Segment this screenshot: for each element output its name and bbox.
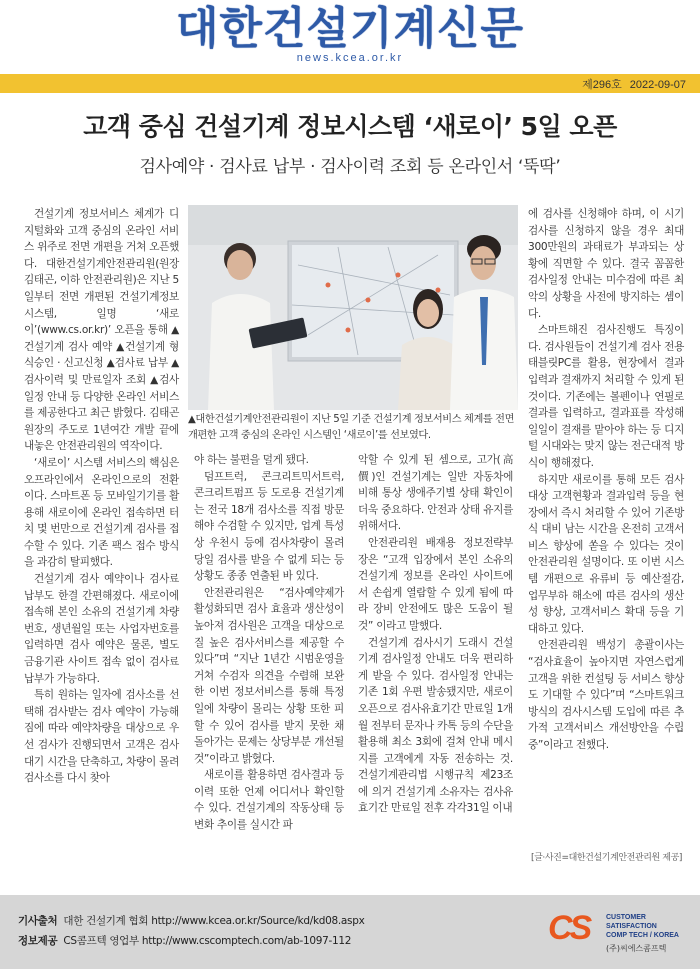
- article-column-2: [194, 452, 344, 834]
- provider-link[interactable]: CS콤프텍 영업부 http://www.cscomptech.com/ab-1097-112: [63, 935, 352, 947]
- article-headline: 고객 중심 건설기계 정보시스템 ‘새로이’ 5일 오픈: [83, 112, 617, 141]
- article-column-3: [358, 452, 513, 817]
- paragraph: ‘새로이’ 시스템 서비스의 핵심은 오프라인에서 온라인으로의 전환이다. 스마트폰 등 모바일기기를 활용해 새로이에 온라인 접속하면 터치 몇 번만으로 건설기계 검사를 접수할 수 있다. 기존 팩스 접수 방식을 과감히 탈피했다.: [24, 456, 179, 569]
- paragraph: 건설기계 검사시기 도래시 건설기계 검사일정 안내도 더욱 편리하게 받을 수 있다. 검사일정 안내는 기존 1회 우편 발송됐지만, 새로이 오픈으로 검사유효기간 만료일 1개월 전부터 문자나 카톡 등의 수단을 활용해 최소 3회에 걸쳐 안내 메시지를 고객에게 자동 전송하는 것. 건설기계관리법 시행규칙 제23조에 의거 건설기계 소유자는 검사유효기간 만료일 전후 각각31일 이내: [358, 636, 513, 815]
- provider-label: 정보제공: [18, 935, 58, 947]
- footer-provider: [18, 933, 351, 948]
- paragraph: 건설기계 검사 예약이나 검사료 납부도 한결 간편해졌다. 새로이에 접속해 본인 소유의 건설기계 차량번호, 생년월일 또는 사업자번호를 입력하면 검사 예약은 물론, 별도 금융기관 사이트 접속 없이 검사료 납부가 가능하다.: [24, 573, 179, 685]
- photo-credit: [글·사진=대한건설기계안전관리원 제공]: [531, 853, 682, 863]
- paragraph: 안전관리원 배재용 정보전략부장은 “고객 입장에서 본인 소유의 건설기계 정보를 온라인 사이트에서 손쉽게 열람할 수 있게 됨에 따라 장비 안전에도 많은 도움이 될 것” 이라고 말했다.: [358, 536, 513, 632]
- issue-bar: [0, 74, 700, 93]
- paragraph: 덤프트럭, 콘크리트믹서트럭, 콘크리트펌프 등 도로용 건설기계는 전국 18개 검사소를 직접 방문해야 수검할 수 있지만, 업계 특성상 우천시 등에 검사차량이 몰려 당일 검사를 받을 수 없게 되는 등 상황도 종종 연출된 바 있다.: [194, 470, 344, 583]
- photo-illustration: [188, 205, 518, 410]
- photo-caption: ▲대한건설기계안전관리원이 지난 5일 기준 건설기계 정보서비스 체계를 전면 개편한 고객 중심의 온라인 시스템인 ‘새로이’를 선보였다.: [188, 414, 515, 441]
- source-label: 기사출처: [18, 915, 58, 927]
- logo-korean-name: (주)씨에스콤프텍: [606, 944, 667, 953]
- article-photo: [188, 205, 518, 410]
- paragraph: 안전관리원은 “검사예약제가 활성화되면 검사 효율과 생산성이 높아져 검사원은 고객을 대상으로 질 높은 검사서비스를 제공할 수 있다”며 “지난 1년간 시범운영을 거쳐 수검자 의견을 수렴해 보완한 이번 정보서비스를 통해 특정일에 차량이 몰리는 상황 또한 피할 수 있어 검사를 받지 못한 채 돌아가는 문제는 상당부분 개선될 것”이라고 밝혔다.: [194, 586, 344, 765]
- footer: [0, 895, 700, 969]
- logo-text: [606, 913, 688, 940]
- paragraph: 안전관리원 백성기 총괄이사는 “검사효율이 높아지면 자연스럽게 고객을 위한 컨설팅 등 서비스 향상도 기대할 수 있다”며 “스마트워크 방식의 검사시스템 도입에 따른 추가적 고객서비스 개선방안을 수립 중”이라고 전했다.: [528, 639, 684, 751]
- footer-source: [18, 913, 364, 928]
- paragraph: 하지만 새로이를 통해 모든 검사대상 고객현황과 결과입력 등을 현장에서 즉시 처리할 수 있어 기존방식 대비 남는 시간을 온전히 고객서비스 향상에 쏟을 수 있다는 것이 안전관리원 설명이다. 또 이번 시스템 개편으로 유류비 등 예산절감, 업무부하 해소에 따른 검사의 생산성 향상, 고객서비스 확대 등을 기대하고 있다.: [528, 473, 684, 635]
- logo-line-2: COMP TECH / KOREA: [606, 932, 679, 939]
- company-logo: [548, 905, 688, 961]
- article-column-1: [24, 206, 179, 787]
- article-subheadline: 검사예약 · 검사료 납부 · 검사이력 조회 등 온라인서 ‘뚝딱’: [139, 157, 561, 177]
- paragraph: 스마트해진 검사진행도 특징이다. 검사원들이 건설기계 검사 전용 태블릿PC를 활용, 현장에서 결과 입력과 결재까지 처리할 수 있게 된 것이다. 기존에는 볼펜이나 연필로 결과를 입력하고, 결과표를 작성해 일일이 결재를 맡아야 하는 등 디지털 시대와는 맞지 않는 전근대적 방식이 행해졌다.: [528, 324, 684, 469]
- issue-number: 제296호: [582, 79, 622, 91]
- paragraph: 에 검사를 신청해야 하며, 이 시기 검사를 신청하지 않을 경우 최대 300만원의 과태료가 부과되는 상황에 직면할 수 있다. 결국 꼼꼼한 검사일정 안내는 미수검에 따른 최악의 상황을 사전에 방지하는 셈이다.: [528, 208, 684, 320]
- newspaper-url[interactable]: news.kcea.or.kr: [296, 52, 404, 64]
- paragraph: 악할 수 있게 된 셈으로, 고가(高價)인 건설기계는 일반 자동차에 비해 통상 생애주기별 상태 확인이 더욱 중요하다. 안전과 상태 유지를 위해서다.: [358, 454, 513, 533]
- logo-line-1: CUSTOMER SATISFACTION: [606, 914, 657, 930]
- source-link[interactable]: 대한 건설기계 협회 http://www.kcea.or.kr/Source/kd/kd08.aspx: [63, 915, 365, 927]
- masthead: [0, 0, 700, 74]
- issue-info: [574, 76, 686, 92]
- paragraph: 건설기계 정보서비스 체계가 디지털화와 고객 중심의 온라인 서비스 위주로 전면 개편을 거쳐 오픈했다. 대한건설기계안전관리원(원장 김태곤, 이하 안전관리원)은 지난 5일부터 전면 개편된 건설기계정보시스템, 일명 ‘새로이’(www.cs.or.kr)’ 오픈을 통해 ▲건설기계 검사 예약 ▲건설기계 형식승인 · 신고신청 ▲검사료 납부 ▲검사이력 및 만료일자 조회 ▲검사일정 안내 등 다양한 온라인 서비스를 제공한다고 최근 밝혔다. 김태곤 원장의 주도로 1년여간 개발 끝에 내놓은 안전관리원의 역작이다.: [24, 208, 179, 453]
- logo-mark: CS: [548, 909, 590, 947]
- paragraph: 야 하는 불편을 덜게 됐다.: [194, 454, 309, 466]
- newspaper-title: 대한건설기계신문: [175, 3, 525, 54]
- paragraph: 새로이를 활용하면 검사결과 등 이력 또한 언제 어디서나 확인할 수 있다. 건설기계의 작동상태 등 변화 추이를 실시간 파: [194, 769, 344, 832]
- issue-date: 2022-09-07: [629, 79, 686, 91]
- article-column-4: [528, 206, 684, 754]
- paragraph: 특히 원하는 일자에 검사소를 선택해 검사받는 검사 예약이 가능해짐에 따라 예약차량을 대상으로 우선 검사가 진행되면서 고객은 검사대기 시간을 단축하고, 차량이 몰려 검사소를 다시 찾아: [24, 689, 179, 785]
